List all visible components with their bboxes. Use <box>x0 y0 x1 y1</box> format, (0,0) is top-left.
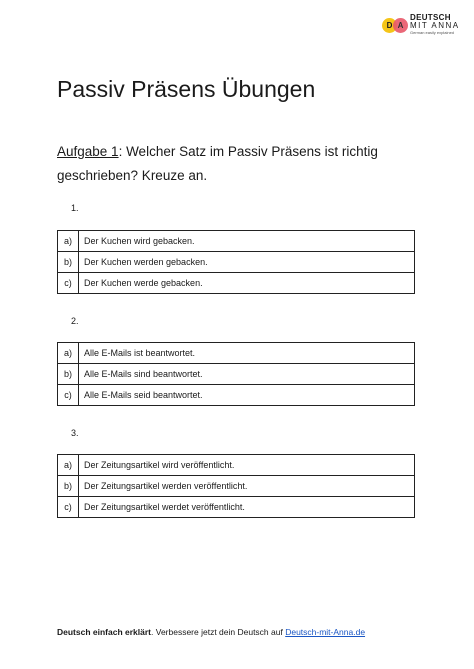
question-2-options <box>57 342 415 406</box>
logo-text <box>410 14 460 36</box>
logo-line-1: DEUTSCH <box>410 13 451 22</box>
option-letter[interactable]: a) <box>58 455 79 476</box>
option-letter[interactable]: c) <box>58 385 79 406</box>
option-row[interactable] <box>58 343 415 364</box>
footer-brand: Deutsch einfach erklärt <box>57 627 152 637</box>
option-letter[interactable]: b) <box>58 364 79 385</box>
logo-mark <box>382 16 408 34</box>
option-text: Der Kuchen wird gebacken. <box>79 231 415 252</box>
page-title: Passiv Präsens Übungen <box>57 76 316 102</box>
option-text: Der Zeitungsartikel werden veröffentlicht. <box>79 476 415 497</box>
question-1-options <box>57 230 415 294</box>
footer-link[interactable]: Deutsch-mit-Anna.de <box>285 627 366 637</box>
question-number-1: 1. <box>71 203 79 213</box>
brand-logo <box>380 12 470 38</box>
logo-circle-a: A <box>393 18 408 33</box>
option-letter[interactable]: a) <box>58 343 79 364</box>
question-number-3: 3. <box>71 428 79 438</box>
option-row[interactable] <box>58 455 415 476</box>
page-footer <box>57 627 365 637</box>
task-text: : Welcher Satz im Passiv Präsens ist richtig geschrieben? Kreuze an. <box>57 144 378 183</box>
option-row[interactable] <box>58 364 415 385</box>
option-row[interactable] <box>58 273 415 294</box>
task-label: Aufgabe 1 <box>57 144 119 159</box>
option-row[interactable] <box>58 231 415 252</box>
option-text: Alle E-Mails seid beantwortet. <box>79 385 415 406</box>
logo-tagline: German easily explained <box>410 30 455 35</box>
option-row[interactable] <box>58 476 415 497</box>
option-letter[interactable]: b) <box>58 252 79 273</box>
option-text: Der Zeitungsartikel werdet veröffentlicht. <box>79 497 415 518</box>
option-text: Der Zeitungsartikel wird veröffentlicht. <box>79 455 415 476</box>
logo-circle-d: D <box>382 18 397 33</box>
option-letter[interactable]: b) <box>58 476 79 497</box>
option-row[interactable] <box>58 385 415 406</box>
option-text: Der Kuchen werden gebacken. <box>79 252 415 273</box>
option-row[interactable] <box>58 252 415 273</box>
option-text: Alle E-Mails sind beantwortet. <box>79 364 415 385</box>
option-text: Alle E-Mails ist beantwortet. <box>79 343 415 364</box>
option-letter[interactable]: c) <box>58 497 79 518</box>
footer-text: . Verbessere jetzt dein Deutsch auf <box>151 627 286 637</box>
logo-line-2: MIT ANNA <box>410 21 460 30</box>
option-letter[interactable]: a) <box>58 231 79 252</box>
option-row[interactable] <box>58 497 415 518</box>
option-text: Der Kuchen werde gebacken. <box>79 273 415 294</box>
option-letter[interactable]: c) <box>58 273 79 294</box>
question-number-2: 2. <box>71 316 79 326</box>
question-3-options <box>57 454 415 518</box>
task-instruction <box>57 140 417 188</box>
